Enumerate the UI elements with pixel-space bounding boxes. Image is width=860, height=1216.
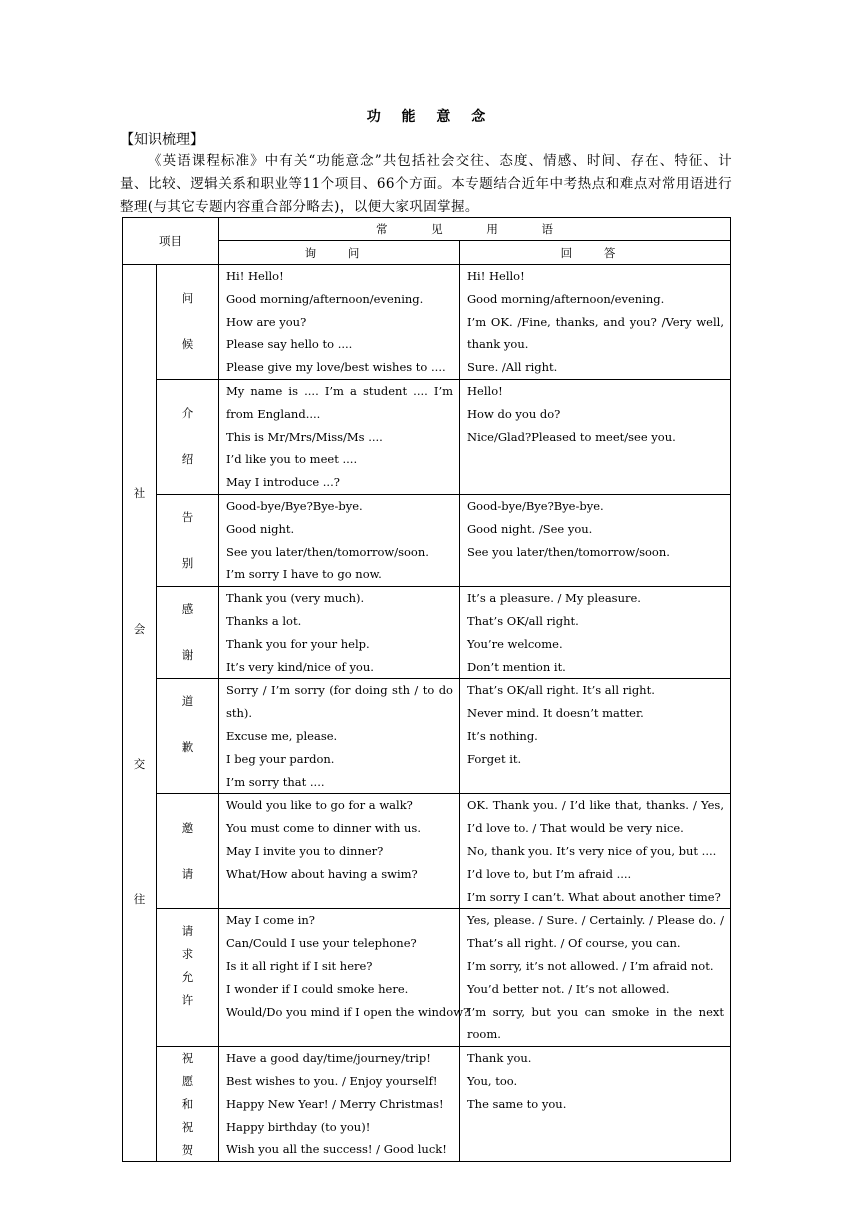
ask-phrases <box>219 1047 460 1162</box>
ask-phrase: Good night. <box>226 521 295 536</box>
answer-phrase: You’d better not. / It’s not allowed. <box>467 981 670 996</box>
answer-phrase: It’s nothing. <box>467 728 538 743</box>
category-char: 往 <box>133 892 146 907</box>
answer-phrases <box>460 909 731 1047</box>
answer-phrases <box>460 794 731 909</box>
answer-phrase: OK. Thank you. / I’d like that, thanks. / Yes, I’d love to. / That would be very nice. <box>467 798 724 836</box>
subcategory-label <box>157 679 219 794</box>
header-item: 项目 <box>123 218 219 265</box>
answer-phrase: Never mind. It doesn’t matter. <box>467 706 644 721</box>
table-row <box>123 494 731 586</box>
table-row <box>123 909 731 1047</box>
subcategory-char: 感 <box>181 602 194 617</box>
answer-phrase: Good night. /See you. <box>467 521 593 536</box>
ask-phrases <box>219 379 460 494</box>
subcategory-char: 介 <box>181 406 194 421</box>
subcategory-char: 请 <box>181 924 194 939</box>
ask-phrase: May I introduce ...? <box>226 475 340 490</box>
subcategory-char: 贺 <box>181 1142 194 1157</box>
answer-phrase: Good morning/afternoon/evening. <box>467 291 665 306</box>
subcategory-char: 祝 <box>181 1119 194 1134</box>
subcategory-label <box>157 265 219 380</box>
subcategory-char: 绍 <box>181 452 194 467</box>
table-row <box>123 587 731 679</box>
subcategory-label <box>157 794 219 909</box>
ask-phrase: Good morning/afternoon/evening. <box>226 291 424 306</box>
ask-phrases <box>219 909 470 1047</box>
answer-phrases <box>460 379 731 494</box>
ask-phrase: Hi! Hello! <box>226 269 284 283</box>
ask-phrase: I’m sorry that .... <box>226 774 325 789</box>
table-row <box>123 794 731 909</box>
subcategory-label <box>157 1047 219 1162</box>
table-row <box>123 379 731 494</box>
subcategory-char: 邀 <box>181 820 194 835</box>
subcategory-char: 候 <box>181 337 194 351</box>
subcategory-char: 道 <box>181 694 194 709</box>
answer-phrase: Good-bye/Bye?Bye-bye. <box>467 498 604 513</box>
answer-phrase: Hello! <box>467 383 503 398</box>
ask-phrase: May I invite you to dinner? <box>226 843 384 858</box>
ask-phrase: You must come to dinner with us. <box>226 821 421 836</box>
ask-phrase: Can/Could I use your telephone? <box>226 936 417 951</box>
answer-phrase: The same to you. <box>467 1096 567 1111</box>
answer-phrase: Nice/Glad?Pleased to meet/see you. <box>467 429 676 444</box>
ask-phrase: This is Mr/Mrs/Miss/Ms .... <box>226 429 383 444</box>
answer-phrase: That’s OK/all right. <box>467 613 579 628</box>
ask-phrase: Thanks a lot. <box>226 613 302 628</box>
answer-phrase: No, thank you. It’s very nice of you, but .... <box>467 843 717 858</box>
ask-phrase: What/How about having a swim? <box>226 866 418 881</box>
page-title: 功 能 意 念 <box>366 109 494 125</box>
subcategory-char: 问 <box>181 291 194 305</box>
answer-phrase: Yes, please. / Sure. / Certainly. / Please do. / That’s all right. / Of course, you can. <box>467 913 724 951</box>
ask-phrase: How are you? <box>226 314 307 329</box>
ask-phrases <box>219 679 460 794</box>
category-char: 交 <box>133 757 146 772</box>
subcategory-char: 允 <box>181 970 194 985</box>
answer-phrase: I’m sorry, but you can smoke in the next room. <box>467 1004 724 1042</box>
header-ask: 询 问 <box>219 241 460 265</box>
section-label: 【知识梳理】 <box>120 132 204 148</box>
subcategory-char: 求 <box>181 947 194 962</box>
answer-phrase: Sure. /All right. <box>467 360 558 375</box>
answer-phrase: I’m sorry I can’t. What about another time? <box>467 889 721 904</box>
subcategory-char: 告 <box>181 509 194 524</box>
answer-phrase: You’re welcome. <box>467 636 563 651</box>
ask-phrase: My name is .... I’m a student .... I’m from England.... <box>226 383 453 421</box>
answer-phrases <box>460 587 731 679</box>
ask-phrase: Is it all right if I sit here? <box>226 958 373 973</box>
ask-phrase: It’s very kind/nice of you. <box>226 659 374 674</box>
subcategory-label <box>157 379 219 494</box>
answer-phrase: Forget it. <box>467 751 522 766</box>
ask-phrase: I wonder if I could smoke here. <box>226 981 409 996</box>
category-char: 社 <box>133 486 146 501</box>
ask-phrases <box>219 494 460 586</box>
answer-phrases <box>460 494 731 586</box>
answer-phrase: That’s OK/all right. It’s all right. <box>467 683 655 698</box>
answer-phrase: Thank you. <box>467 1051 532 1066</box>
subcategory-char: 歉 <box>181 740 194 755</box>
ask-phrase: Sorry / I’m sorry (for doing sth / to do sth). <box>226 683 453 721</box>
answer-phrase: I’m sorry, it’s not allowed. / I’m afraid not. <box>467 958 714 973</box>
ask-phrase: I beg your pardon. <box>226 751 335 766</box>
ask-phrase: Have a good day/time/journey/trip! <box>226 1051 431 1066</box>
ask-phrase: Thank you for your help. <box>226 636 370 651</box>
answer-phrases <box>460 1047 731 1162</box>
ask-phrase: See you later/then/tomorrow/soon. <box>226 544 429 559</box>
ask-phrase: Happy birthday (to you)! <box>226 1119 371 1134</box>
ask-phrases <box>219 587 460 679</box>
answer-phrase: I’m OK. /Fine, thanks, and you? /Very well, thank you. <box>467 314 724 352</box>
ask-phrase: Would you like to go for a walk? <box>226 798 413 813</box>
answer-phrase: It’s a pleasure. / My pleasure. <box>467 591 641 606</box>
ask-phrase: Thank you (very much). <box>226 591 365 606</box>
ask-phrase: I’d like you to meet .... <box>226 452 358 467</box>
table-row <box>123 1047 731 1162</box>
function-notion-table <box>122 217 731 1162</box>
table-row <box>123 265 731 380</box>
ask-phrase: Wish you all the success! / Good luck! <box>226 1142 447 1157</box>
answer-phrase: See you later/then/tomorrow/soon. <box>467 544 670 559</box>
header-answer: 回 答 <box>460 241 731 265</box>
subcategory-char: 和 <box>181 1096 194 1111</box>
answer-phrases <box>460 679 731 794</box>
answer-phrase: Hi! Hello! <box>467 269 525 283</box>
table-row <box>123 679 731 794</box>
answer-phrase: You, too. <box>467 1073 518 1088</box>
ask-phrase: Would/Do you mind if I open the window? <box>226 1004 470 1019</box>
subcategory-label <box>157 494 219 586</box>
subcategory-char: 祝 <box>181 1050 194 1065</box>
ask-phrase: Please say hello to .... <box>226 337 353 352</box>
intro-paragraph: 《英语课程标准》中有关“功能意念”共包括社会交往、态度、情感、时间、存在、特征、计量、比较、逻辑关系和职业等11个项目、66个方面。本专题结合近年中考热点和难点对常用语进行整理(与其它专题内容重合部分略去)，以便大家巩固掌握。 <box>120 153 732 215</box>
ask-phrase: Good-bye/Bye?Bye-bye. <box>226 498 363 513</box>
ask-phrase: Please give my love/best wishes to .... <box>226 360 446 375</box>
ask-phrase: Best wishes to you. / Enjoy yourself! <box>226 1073 438 1088</box>
category-char: 会 <box>133 622 146 637</box>
subcategory-label <box>157 909 219 1047</box>
subcategory-char: 许 <box>181 993 194 1008</box>
subcategory-char: 愿 <box>181 1073 194 1088</box>
answer-phrases <box>460 265 731 380</box>
ask-phrases <box>219 265 460 380</box>
ask-phrases <box>219 794 460 909</box>
ask-phrase: May I come in? <box>226 913 315 928</box>
subcategory-char: 谢 <box>181 648 194 663</box>
answer-phrase: How do you do? <box>467 406 561 421</box>
answer-phrase: Don’t mention it. <box>467 659 566 674</box>
subcategory-label <box>157 587 219 679</box>
subcategory-char: 请 <box>181 866 194 881</box>
category-social-interaction <box>123 265 157 1162</box>
ask-phrase: I’m sorry I have to go now. <box>226 567 382 582</box>
ask-phrase: Happy New Year! / Merry Christmas! <box>226 1096 444 1111</box>
ask-phrase: Excuse me, please. <box>226 728 338 743</box>
subcategory-char: 别 <box>181 555 194 570</box>
answer-phrase: I’d love to, but I’m afraid .... <box>467 866 632 881</box>
header-common-expressions: 常 见 用 语 <box>219 218 731 241</box>
